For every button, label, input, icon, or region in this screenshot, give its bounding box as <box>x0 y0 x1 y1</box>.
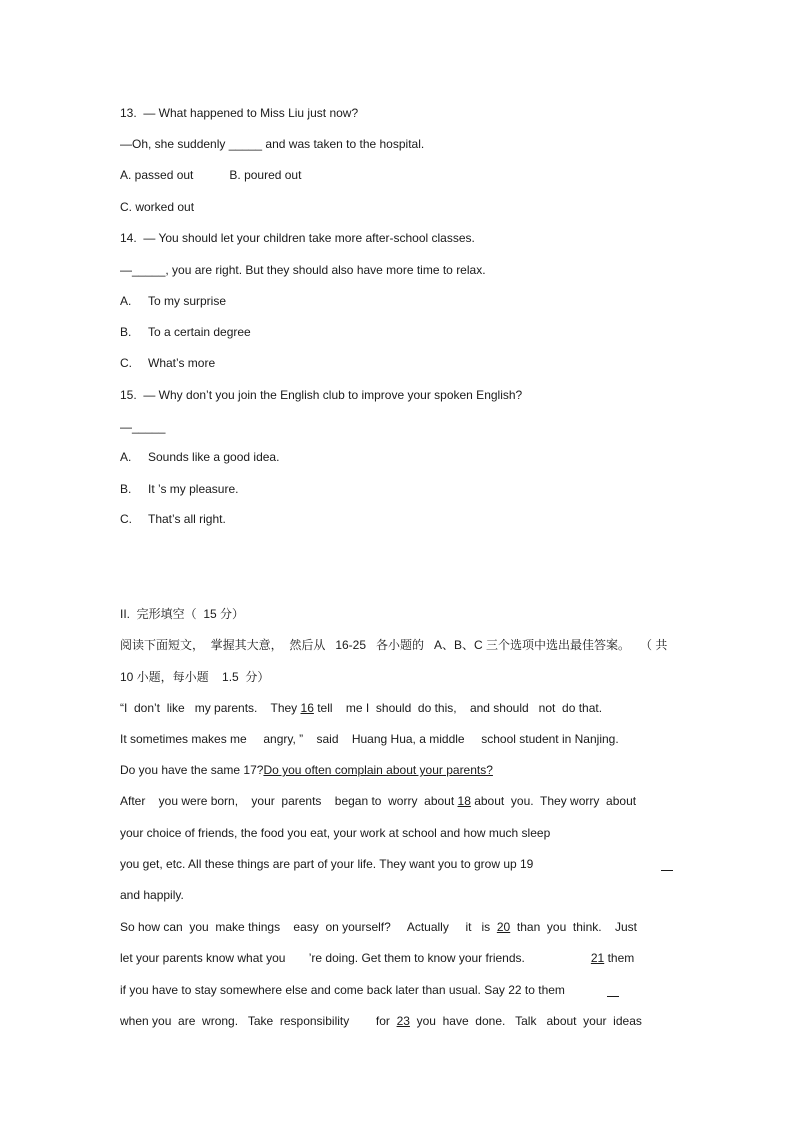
blank-21: 21 <box>590 951 605 965</box>
blank-23: 23 <box>396 1014 410 1028</box>
q13-option-a: A. passed out <box>120 168 194 182</box>
q14-option-c <box>120 356 674 370</box>
passage-text: you have done. Talk about your ideas <box>409 1014 642 1028</box>
q15-option-b <box>120 482 674 496</box>
option-text: That’s all right. <box>148 512 226 526</box>
option-letter: B. <box>120 325 132 339</box>
option-letter: A. <box>120 450 132 464</box>
passage-line-6: you get, etc. All these things are part of your life. They want you to grow up 19 <box>120 857 534 871</box>
q15-option-a <box>120 450 674 464</box>
passage-line-4 <box>120 794 674 808</box>
option-text: It ’s my pleasure. <box>148 482 239 496</box>
passage-text: After you were born, your parents began to worry about <box>120 794 458 808</box>
q13-options-row <box>120 168 674 182</box>
section-heading: II. 完形填空（ 15 分） <box>120 607 245 621</box>
option-text: To my surprise <box>148 294 227 308</box>
q13-option-c: C. worked out <box>120 200 195 214</box>
blank-18: 18 <box>457 794 471 808</box>
q13-question: 13. — What happened to Miss Liu just now? <box>120 106 359 120</box>
passage-text: “I don’t like my parents. They <box>120 701 301 715</box>
q14-option-a <box>120 294 674 308</box>
passage-line-3 <box>120 763 674 777</box>
passage-text: let your parents know what you ’re doing. Get them to know your friends. <box>120 951 525 965</box>
option-text: What’s more <box>148 356 216 370</box>
passage-line-11 <box>120 1014 674 1028</box>
passage-text: tell me I should do this, and should not do that. <box>313 701 603 715</box>
passage-text: Do you have the same 17? <box>120 763 264 777</box>
q14-answer: —_____, you are right. But they should also have more time to relax. <box>120 263 486 277</box>
passage-text: Do you often complain about your parents? <box>263 763 493 777</box>
passage-line-5: your choice of friends, the food you eat, your work at school and how much sleep <box>120 826 551 840</box>
option-letter: A. <box>120 294 132 308</box>
q15-answer: —_____ <box>120 420 166 434</box>
q13-answer: —Oh, she suddenly _____ and was taken to the hospital. <box>120 137 425 151</box>
q14-option-b <box>120 325 674 339</box>
q13-option-b: B. poured out <box>229 168 302 182</box>
passage-text: So how can you make things easy on yourself? Actually it is <box>120 920 497 934</box>
passage-line-7: and happily. <box>120 888 184 902</box>
passage-line-1 <box>120 701 674 715</box>
passage-line-2: It sometimes makes me angry, ” said Huang Hua, a middle school student in Nanjing. <box>120 732 619 746</box>
section-instruction-line-1: 阅读下面短文， 掌握其大意， 然后从 16-25 各小题的 A、B、C 三个选项中选出最佳答案。 （ 共 <box>120 638 668 652</box>
option-letter: B. <box>120 482 132 496</box>
passage-text: than you think. Just <box>510 920 637 934</box>
option-text: To a certain degree <box>148 325 251 339</box>
passage-line-8 <box>120 920 674 934</box>
blank-19-line <box>661 870 673 871</box>
blank-22-line <box>607 996 619 997</box>
blank-16: 16 <box>300 701 314 715</box>
blank-20: 20 <box>496 920 511 934</box>
q14-question: 14. — You should let your children take more after-school classes. <box>120 231 475 245</box>
passage-text: when you are wrong. Take responsibility for <box>120 1014 397 1028</box>
option-letter: C. <box>120 512 132 526</box>
passage-text: about you. They worry about <box>470 794 637 808</box>
passage-line-10: if you have to stay somewhere else and come back later than usual. Say 22 to them <box>120 983 565 997</box>
option-text: Sounds like a good idea. <box>148 450 280 464</box>
passage-text: them <box>604 951 635 965</box>
section-instruction-line-2: 10 小题，每小题 1.5 分） <box>120 670 270 684</box>
q15-question: 15. — Why don’t you join the English club to improve your spoken English? <box>120 388 523 402</box>
passage-line-9 <box>120 951 674 965</box>
option-letter: C. <box>120 356 132 370</box>
q15-option-c <box>120 512 674 526</box>
